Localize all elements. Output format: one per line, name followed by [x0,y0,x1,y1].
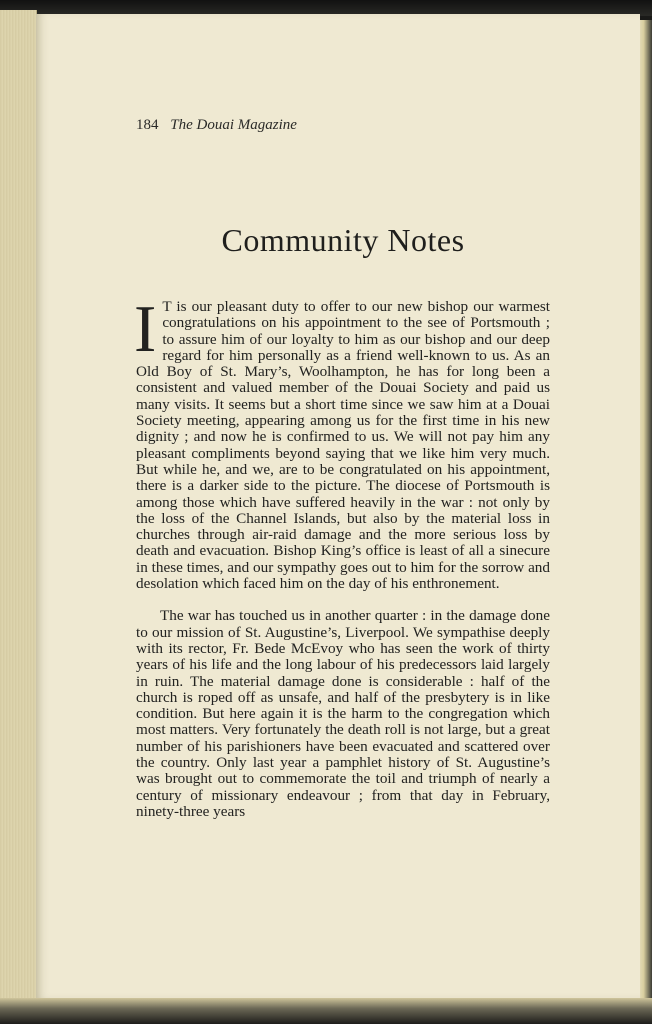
paragraph-2: The war has touched us in another quarter : in the damage done to our mission of St. Augustine’s, Liverpool. We sympathise deeply with its rector, Fr. Bede McEvoy who has seen the work of thirty years of his life and the long labour of his predecessors laid largely in ruin. The material damage done is considerable : half of the church is roped off as unsafe, and half of the presbytery is in like condition. But here again it is the harm to the congregation which most matters. Very fortunately the death roll is not large, but a great number of his parishioners have been evacuated and scattered over the country. Only last year a pamphlet history of St. Augustine’s was brought out to commemorate the toil and triumph of nearly a century of missionary endeavour ; from that day in February, ninety-three years [136,607,550,820]
running-header [136,117,297,134]
page-number: 184 [136,117,159,133]
paragraph-1 [134,292,550,593]
drop-cap: I [134,292,157,366]
book-bottom-edge [0,998,652,1024]
article-body [134,292,550,820]
article-title: Community Notes [221,222,465,258]
page-stack-left-edge [0,10,37,1000]
magazine-title: The Douai Magazine [170,117,297,133]
book-right-edge [638,20,652,1000]
paragraph-1-text: T is our pleasant duty to offer to our new bishop our warmest congratulations on his appointment to the see of Portsmouth ; to assure him of our loyalty to him as our bishop and our deep regard for him personally as a friend well-known to us. As an Old Boy of St. Mary’s, Woolhampton, he has for long been a consistent and valued member of the Douai Society and paid us many visits. It seems but a short time since we saw him at a Douai Society meeting, appearing among us for the first time in his new dignity ; and now he is confirmed to us. We will not pay him any pleasant compliments beyond saying that we like him very much. But while he, and we, are to be congratulated on his appointment, there is a darker side to the picture. The diocese of Portsmouth is among those which have suffered heavily in the war : not only by the loss of the Channel Islands, but also by the material loss in churches through air-raid damage and the more serious loss by death and evacuation. Bishop King’s office is least of all a sinecure in these times, and our sympathy goes out to him for the sorrow and desolation which faced him on the day of his enthronement. [136,298,550,593]
